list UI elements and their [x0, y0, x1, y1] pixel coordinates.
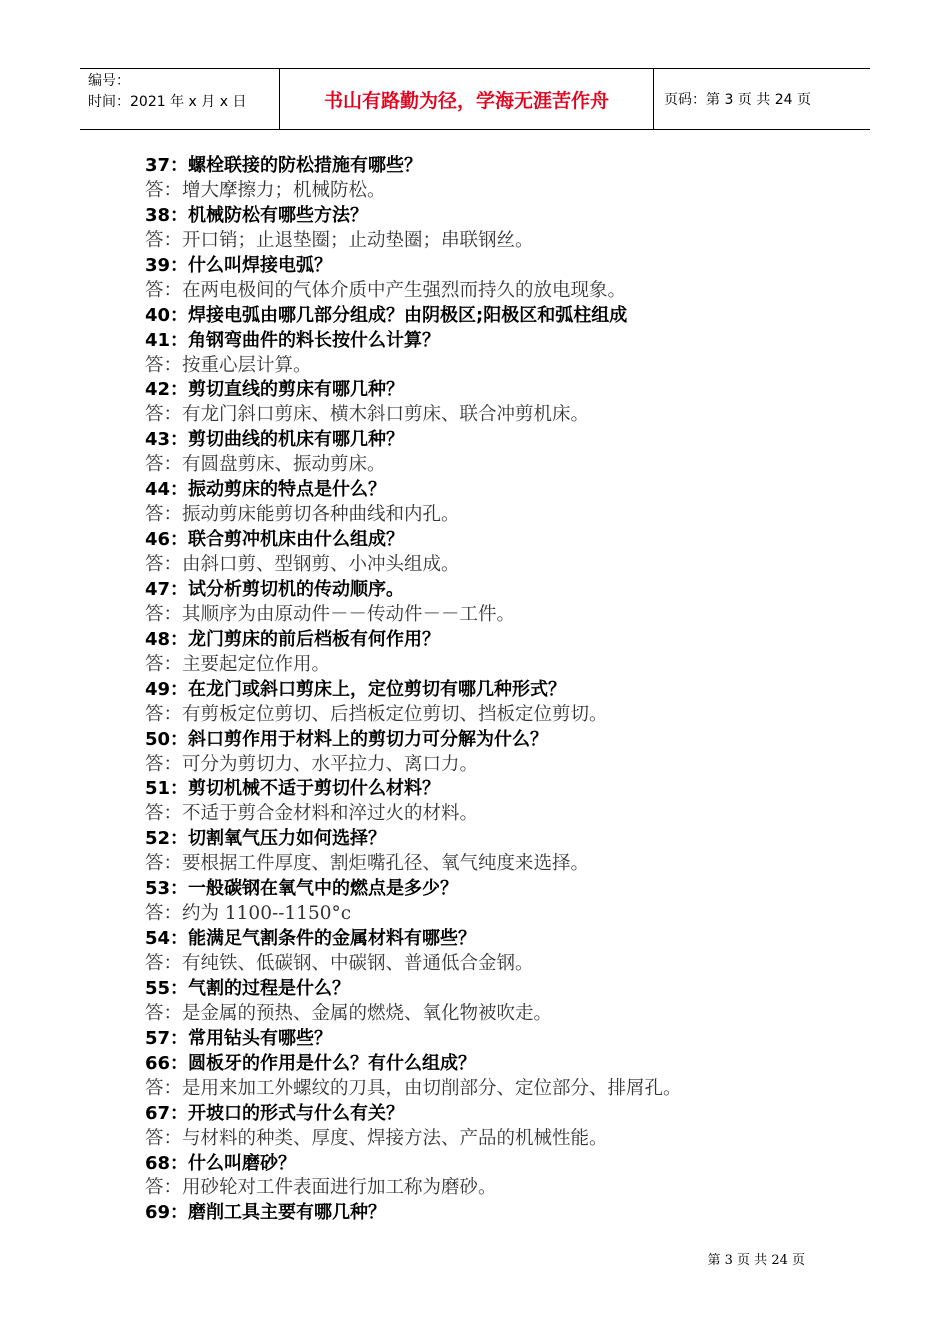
question-line: 48：龙门剪床的前后档板有何作用？ [145, 628, 441, 650]
page-header [80, 68, 870, 130]
question-line: 46：联合剪冲机床由什么组成？ [145, 529, 405, 551]
question-line: 68：什么叫磨砂？ [145, 1152, 297, 1174]
answer-line: 答：振动剪床能剪切各种曲线和内孔。 [145, 504, 460, 526]
question-line: 54：能满足气割条件的金属材料有哪些？ [145, 928, 477, 950]
answer-line: 答：有龙门斜口剪床、横木斜口剪床、联合冲剪机床。 [145, 404, 590, 426]
answer-line: 答：主要起定位作用。 [145, 653, 331, 675]
answer-line: 答：有纯铁、低碳钢、中碳钢、普通低合金钢。 [145, 953, 534, 974]
answer-line: 答：开口销；止退垫圈；止动垫圈；串联钢丝。 [145, 229, 534, 251]
question-line: 40：焊接电弧由哪几部分组成？由阴极区;阳极区和弧柱组成 [145, 304, 628, 326]
answer-line: 答：约为 1100--1150°c [145, 903, 352, 925]
answer-line: 答：不适于剪合金材料和淬过火的材料。 [145, 803, 479, 825]
question-line: 66：圆板牙的作用是什么？有什么组成？ [145, 1052, 477, 1074]
answer-line: 答：由斜口剪、型钢剪、小冲头组成。 [145, 554, 460, 575]
question-line: 44：振动剪床的特点是什么？ [145, 479, 387, 501]
answer-line: 答：其顺序为由原动件－－传动件－－工件。 [145, 603, 516, 625]
question-line: 51：剪切机械不适于剪切什么材料？ [145, 778, 441, 800]
question-line: 53：一般碳钢在氧气中的燃点是多少？ [145, 878, 459, 900]
question-line: 47：试分析剪切机的传动顺序。 [145, 578, 405, 600]
answer-line: 答：用砂轮对工件表面进行加工称为磨砂。 [145, 1177, 497, 1199]
question-line: 39：什么叫焊接电弧？ [145, 254, 333, 276]
answer-line: 答：有圆盘剪床、振动剪床。 [145, 454, 386, 476]
question-line: 38：机械防松有哪些方法？ [145, 204, 369, 226]
question-line: 50：斜口剪作用于材料上的剪切力可分解为什么？ [145, 728, 549, 750]
answer-line: 答：按重心层计算。 [145, 354, 312, 376]
question-line: 49：在龙门或斜口剪床上，定位剪切有哪几种形式？ [145, 678, 567, 700]
question-line: 69：磨削工具主要有哪几种？ [145, 1202, 387, 1224]
question-line: 57：常用钻头有哪些？ [145, 1027, 333, 1049]
answer-line: 答：有剪板定位剪切、后挡板定位剪切、挡板定位剪切。 [145, 703, 608, 725]
page-footer: 第 3 页 共 24 页 [707, 1253, 805, 1268]
question-line: 43：剪切曲线的机床有哪几种？ [145, 429, 405, 451]
answer-line: 答：在两电极间的气体介质中产生强烈而持久的放电现象。 [145, 279, 627, 301]
header-motto: 书山有路勤为径，学海无涯苦作舟 [280, 69, 654, 129]
answer-line: 答：是用来加工外螺纹的刀具，由切削部分、定位部分、排屑孔。 [145, 1077, 682, 1099]
answer-line: 答：可分为剪切力、水平拉力、离口力。 [145, 753, 479, 775]
question-line: 67：开坡口的形式与什么有关？ [145, 1102, 405, 1124]
question-line: 42：剪切直线的剪床有哪几种？ [145, 379, 405, 401]
answer-line: 答：增大摩擦力；机械防松。 [145, 179, 386, 201]
document-number-label: 编号： [88, 73, 130, 89]
answer-line: 答：要根据工件厚度、割炬嘴孔径、氧气纯度来选择。 [145, 853, 590, 875]
qa-content [145, 154, 885, 1226]
question-line: 41：角钢弯曲件的料长按什么计算？ [145, 329, 441, 351]
question-line: 55：气割的过程是什么？ [145, 977, 351, 999]
document-date: 时间：2021 年 x 月 x 日 [88, 94, 247, 110]
header-meta [80, 69, 280, 129]
answer-line: 答：与材料的种类、厚度、焊接方法、产品的机械性能。 [145, 1127, 608, 1149]
header-page-info: 页码：第 3 页 共 24 页 [664, 92, 811, 108]
question-line: 52：切割氧气压力如何选择？ [145, 828, 387, 850]
answer-line: 答：是金属的预热、金属的燃烧、氧化物被吹走。 [145, 1002, 553, 1024]
question-line: 37：螺栓联接的防松措施有哪些？ [145, 155, 423, 176]
